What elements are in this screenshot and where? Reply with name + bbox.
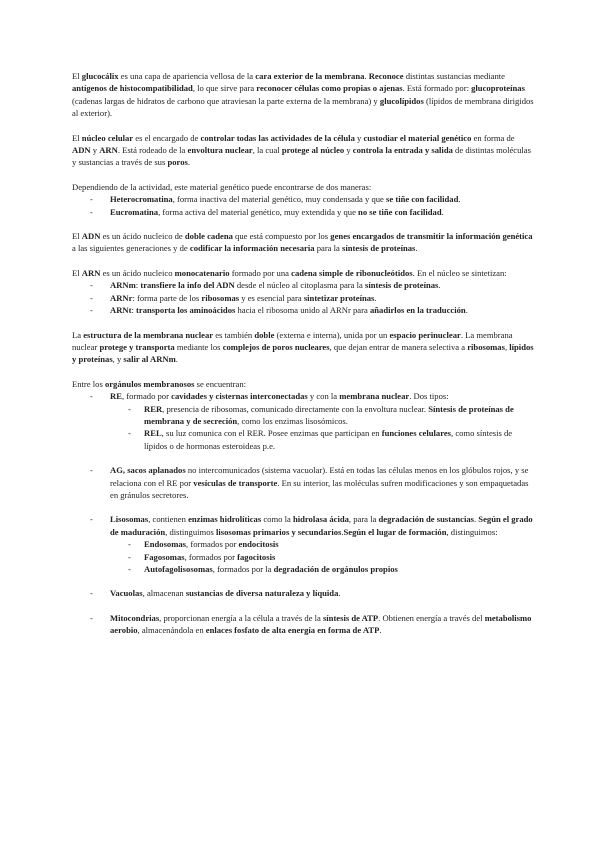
list-item-re: - RE, formado por cavidades y cisternas interconectadas y con la membrana nuclear. Dos tipos: [72,390,534,402]
organulos-intro: Entre los orgánulos membranosos se encuentran: [72,378,247,389]
list-item-heterocromatina: - Heterocromatina, forma inactiva del material genético, muy condensada y que se tiñe con facilidad. [72,193,534,205]
material-list [72,193,534,218]
organulos-list-ag [72,464,534,501]
paragraph-glucocalix: El glucocálix es una capa de apariencia vellosa de la cara exterior de la membrana. Reconoce distintas sustancias mediante antígenos de histocompatibilidad, lo que sirve para reconocer células como propias o ajenas. Está formado por: glucoproteínas (cadenas largas de hidratos de carbono que atraviesan la parte externa de la membrana) y glucolípidos (lípidos de membrana dirigidos al exterior). [72,71,534,119]
paragraph-membrana-nuclear: La estructura de la membrana nuclear es también doble (externa e interna), unida por un espacio perinuclear. La membrana nuclear protege y transporta mediante los complejos de poros nucleares, que dejan entrar de manera selectiva a ribosomas, lípidos y proteínas, y salir al ARNm. [72,329,534,365]
paragraph-organulos [72,378,534,637]
list-item-ag: - AG, sacos aplanados no intercomunicados (sistema vacuolar). Está en todas las células menos en los glóbulos rojos, y se relaciona con el RE por vesículas de transporte. En su interior, las moléculas sufren modificaciones y son empaquetadas en gránulos secretores. [72,464,534,501]
list-item-rer: - RER, presencia de ribosomas, comunicado directamente con la envoltura nuclear. Síntesis de proteínas de membrana y de secreción, como los enzimas lisosómicos. [72,403,534,428]
arn-list [72,279,534,316]
list-item-mitocondrias: - Mitocondrias, proporcionan energía a la célula a través de la síntesis de ATP. Obtienen energía a través del metabolismo aerobio, almacenándola en enlaces fosfato de alta energía en forma de ATP. [72,612,534,637]
list-item-lisosomas: - Lisosomas, contienen enzimas hidrolíticas como la hidrolasa ácida, para la degradación de sustancias. Según el grado de maduración, distinguimos lisosomas primarios y secundarios.Según el lugar de formación, distinguimos: [72,513,534,538]
organulos-list-lisosomas [72,513,534,575]
organulos-list-mitocondrias [72,612,534,637]
paragraph-arn [72,267,534,317]
material-intro: Dependiendo de la actividad, este material genético puede encontrarse de dos maneras: [72,181,372,192]
document-body [72,70,534,637]
organulos-list-vacuolas [72,587,534,599]
list-item-eucromatina: - Eucromatina, forma activa del material genético, muy extendida y que no se tiñe con facilidad. [72,206,534,218]
list-item-vacuolas: - Vacuolas, almacenan sustancias de diversa naturaleza y líquida. [72,587,534,599]
list-item-autofagolisosomas: - Autofagolisosomas, formados por la degradación de orgánulos propios [72,563,534,575]
list-item-arnr: - ARNr: forma parte de los ribosomas y es esencial para sintetizar proteínas. [72,292,534,304]
paragraph-material-genetico [72,181,534,218]
list-item-arnm: - ARNm: transfiere la info del ADN desde el núcleo al citoplasma para la síntesis de proteínas. [72,279,534,291]
paragraph-nucleo: El núcleo celular es el encargado de controlar todas las actividades de la célula y custodiar el material genético en forma de ADN y ARN. Está rodeado de la envoltura nuclear, la cual protege al núcleo y controla la entrada y salida de distintas moléculas y sustancias a través de sus poros. [72,132,531,168]
arn-intro: El ARN es un ácido nucleico monocatenario formado por una cadena simple de ribonucleótidos. En el núcleo se sintetizan: [72,267,507,278]
list-item-endosomas: - Endosomas, formados por endocitosis [72,538,534,550]
list-item-rel: - REL, su luz comunica con el RER. Posee enzimas que participan en funciones celulares, como síntesis de lípidos o de hormonas esteroideas p.e. [72,427,534,452]
list-item-arnt: - ARNt: transporta los aminoácidos hacia el ribosoma unido al ARNr para añadirlos en la traducción. [72,304,534,316]
list-item-fagosomas: - Fagosomas, formados por fagocitosis [72,551,534,563]
paragraph-adn: El ADN es un ácido nucleico de doble cadena que está compuesto por los genes encargados de transmitir la información genética a las siguientes generaciones y de codificar la información necesaria para la síntesis de proteínas. [72,231,533,254]
organulos-list [72,390,534,452]
